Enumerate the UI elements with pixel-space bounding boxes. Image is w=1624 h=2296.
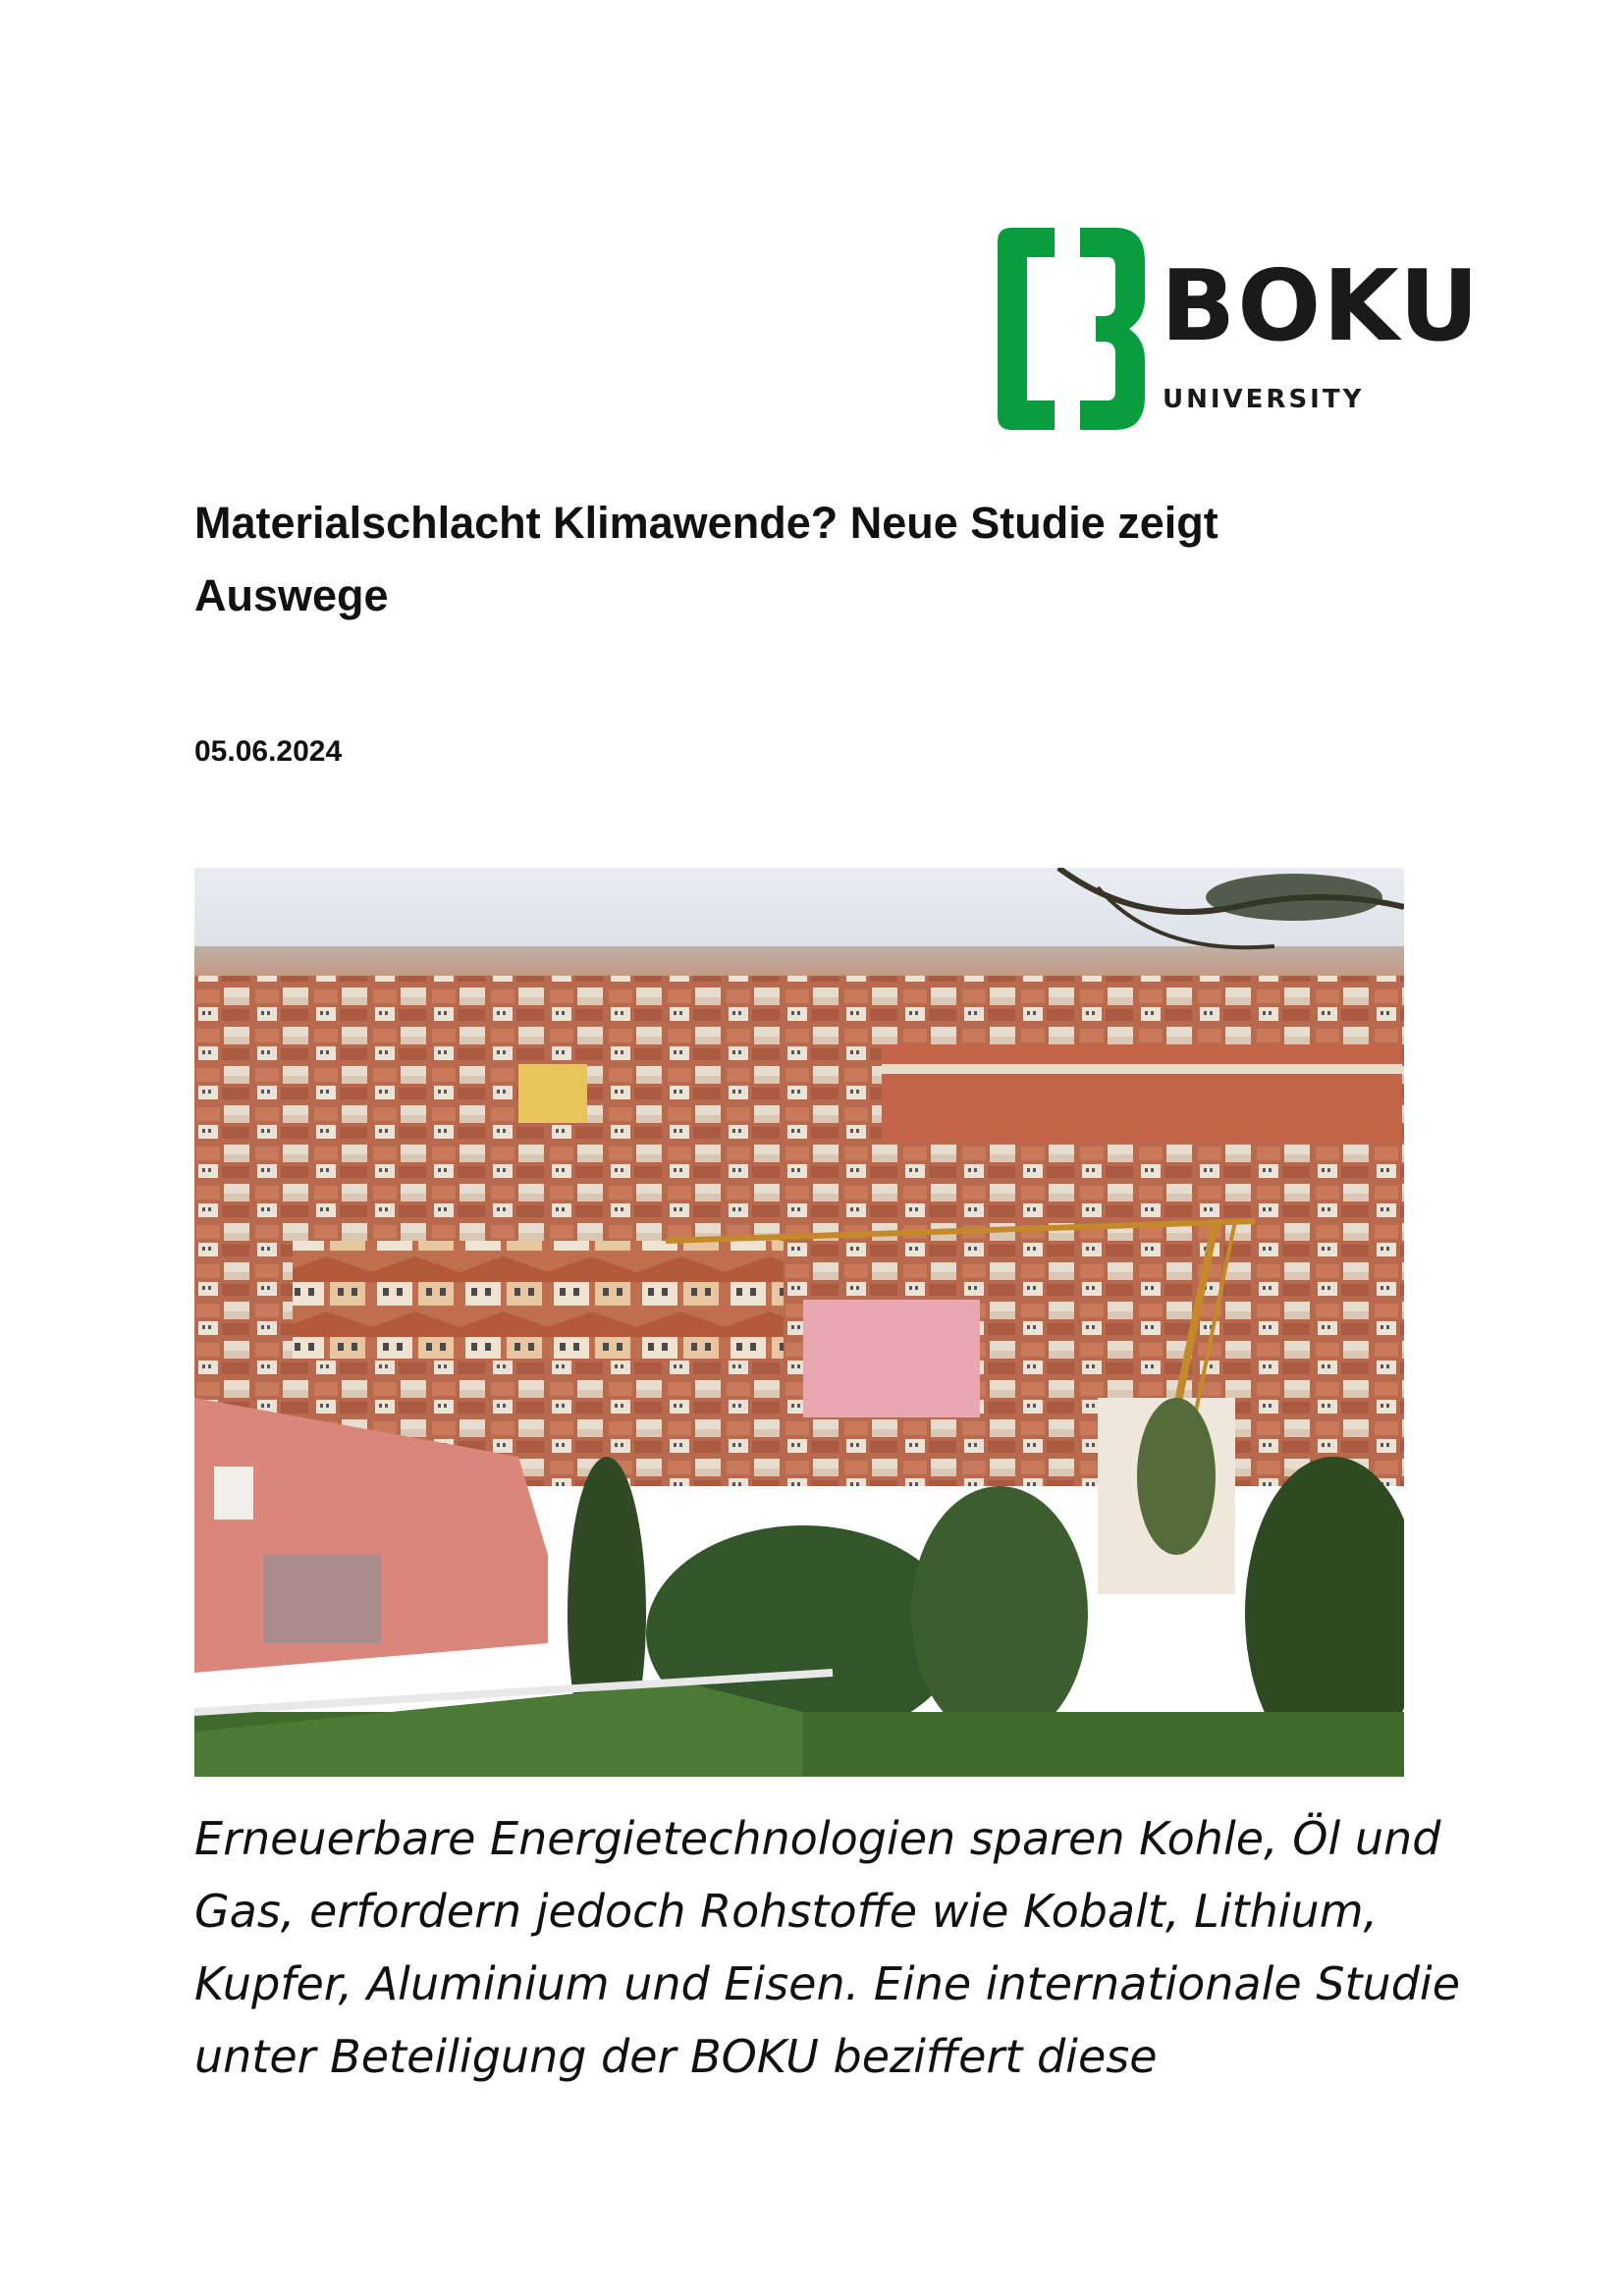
lead-line: Gas, erfordern jedoch Rohstoffe wie Kobalt, Lithium, (194, 1885, 1379, 1938)
lead-line: unter Beteiligung der BOKU beziffert diese (194, 2030, 1158, 2083)
article-title-line: Auswege (194, 570, 389, 620)
boku-bracket-icon (998, 228, 1155, 430)
lead-line: Erneuerbare Energietechnologien sparen Kohle, Öl und (194, 1812, 1441, 1865)
logo-wordmark (1161, 248, 1482, 430)
article-title (194, 487, 1373, 632)
article-lead (194, 1802, 1460, 2093)
logo-name: BOKU (1161, 248, 1482, 363)
logo-subtitle: UNIVERSITY (1163, 385, 1365, 414)
article-title-line: Materialschlacht Klimawende? Neue Studie zeigt (194, 498, 1218, 548)
article-date: 05.06.2024 (194, 735, 343, 768)
city-rooftops-photo (194, 868, 1404, 1777)
boku-logo (998, 228, 1482, 430)
lead-line: Kupfer, Aluminium und Eisen. Eine internationale Studie (194, 1957, 1460, 2010)
